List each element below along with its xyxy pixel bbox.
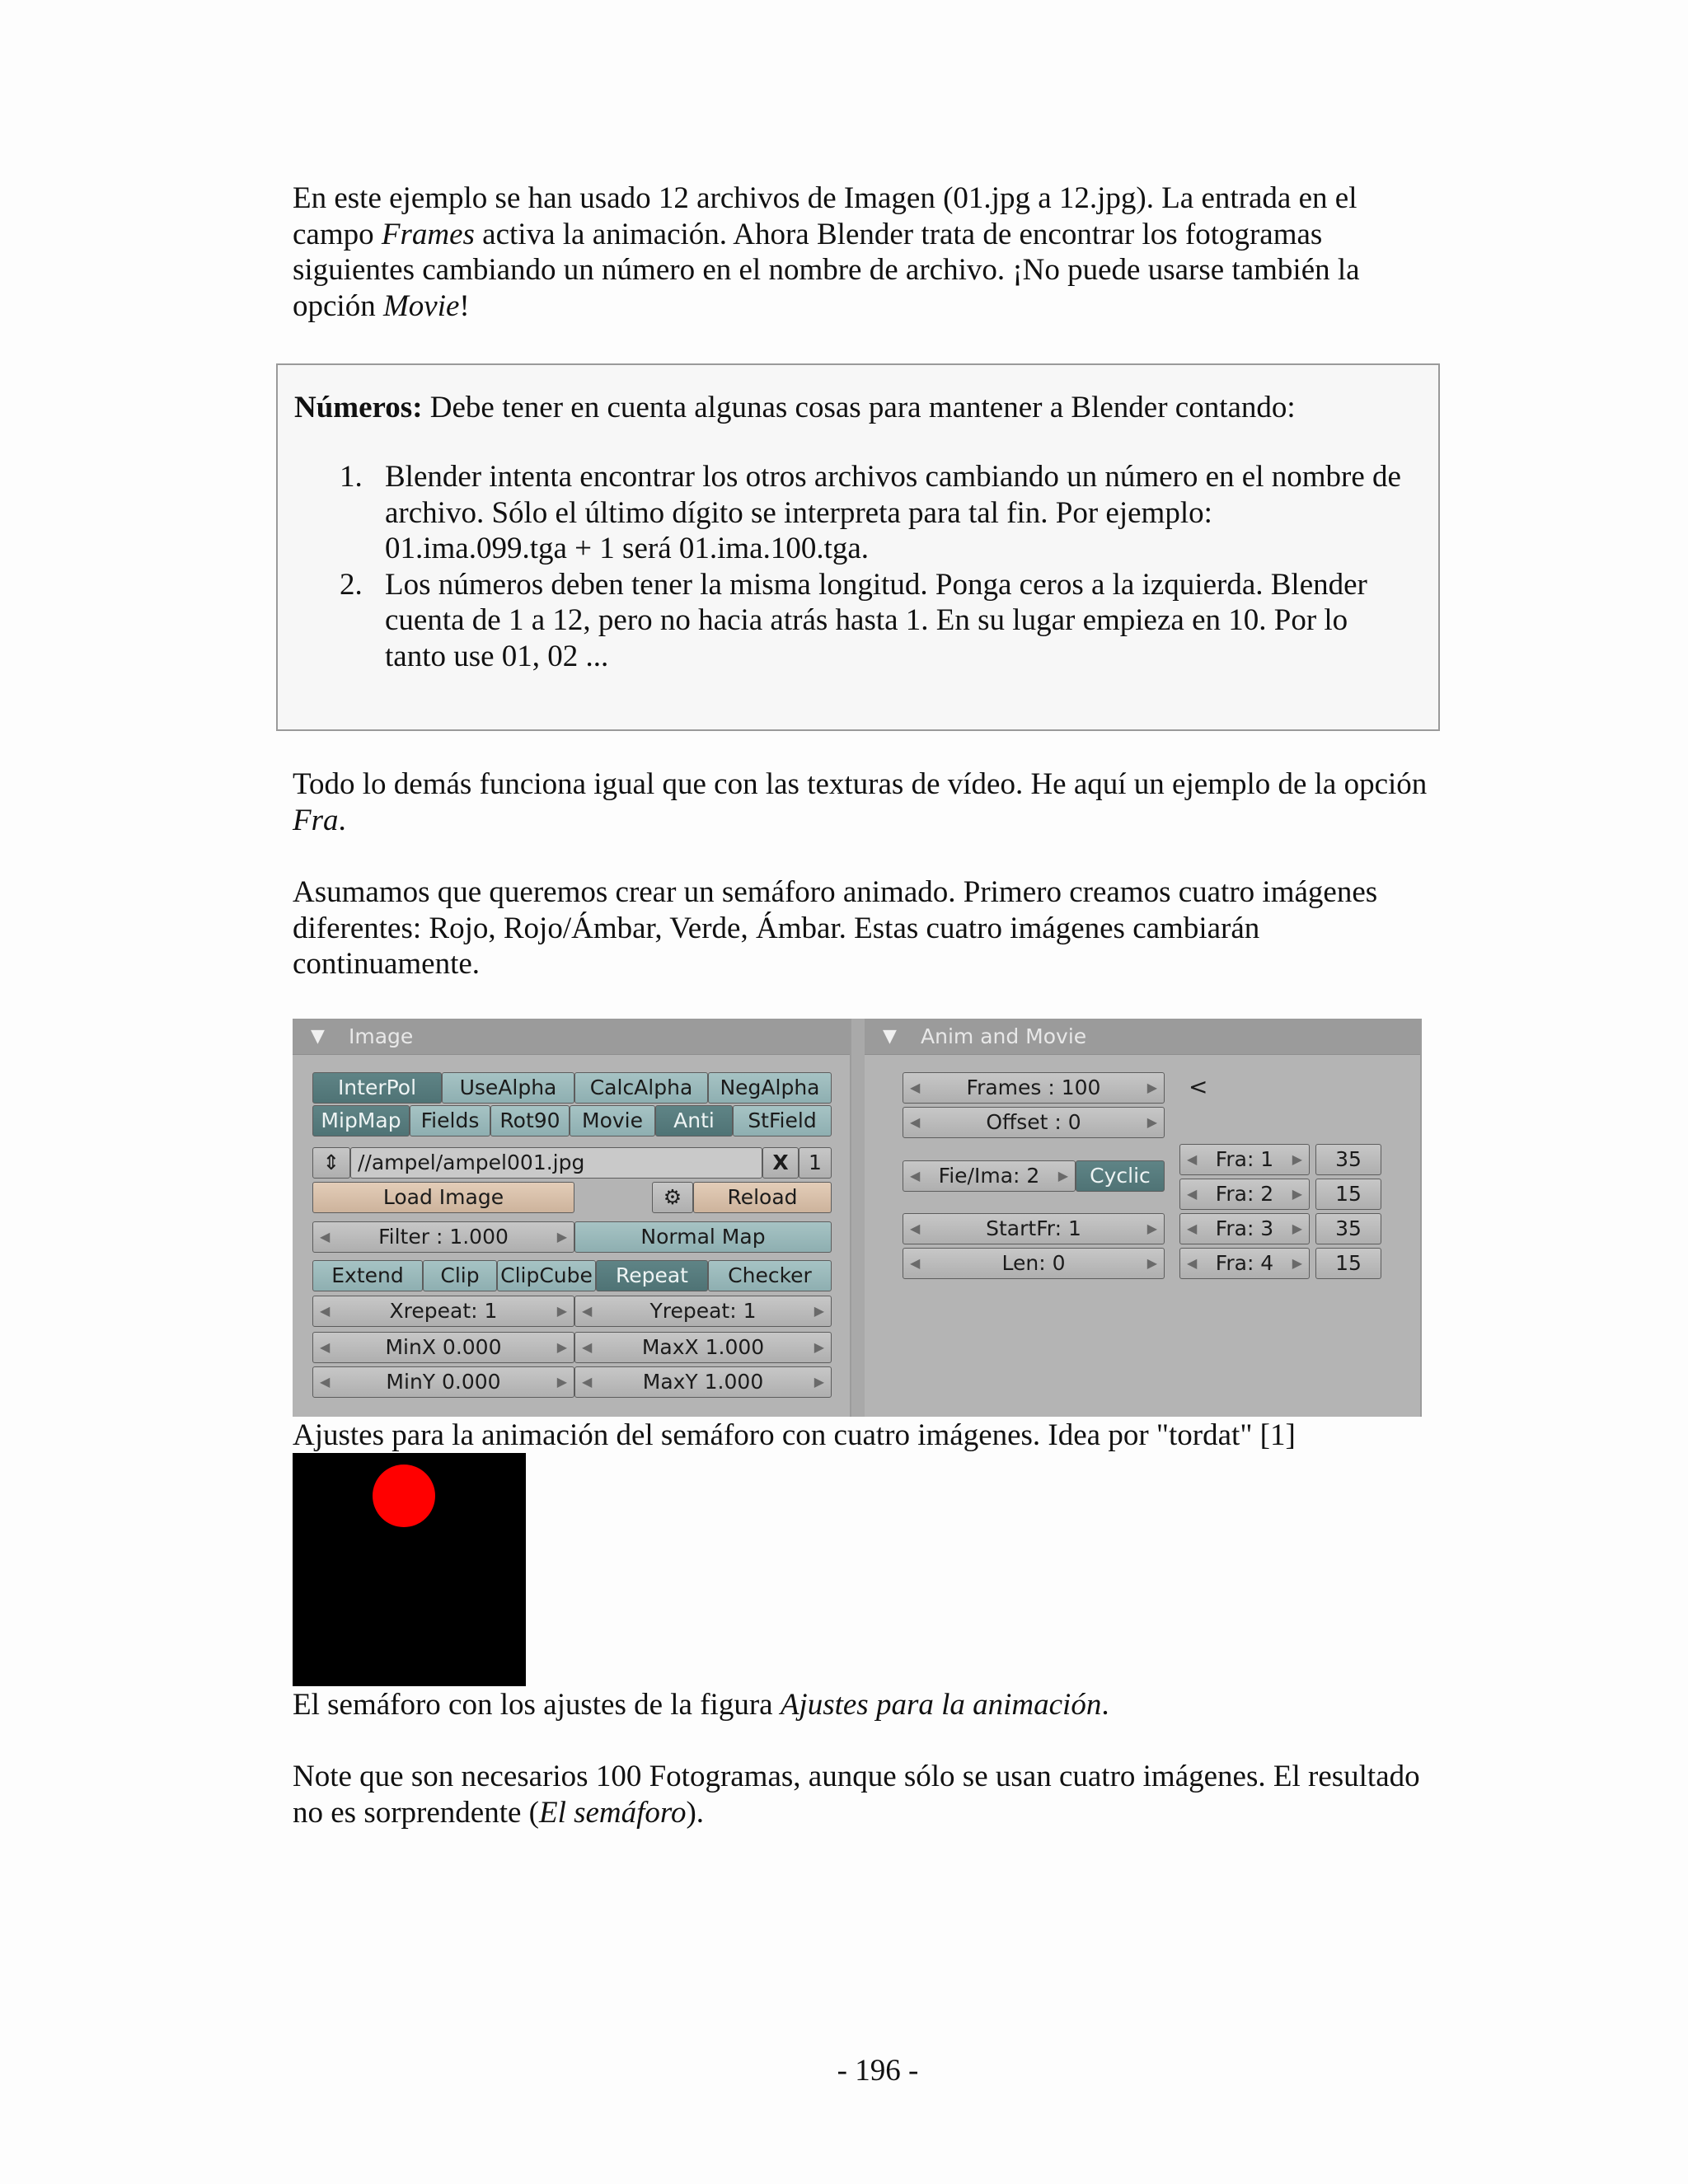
anim-panel-header[interactable]: ▼ Anim and Movie bbox=[865, 1019, 1420, 1055]
clipcube-option[interactable]: ClipCube bbox=[497, 1260, 596, 1291]
negalpha-toggle[interactable]: NegAlpha bbox=[708, 1072, 832, 1104]
filter-field[interactable]: ◀ Filter : 1.000 ▶ bbox=[312, 1221, 574, 1253]
note-list bbox=[278, 459, 1423, 674]
frames-field[interactable]: ◀ Frames : 100 ▶ bbox=[903, 1072, 1165, 1104]
checker-option[interactable]: Checker bbox=[708, 1260, 832, 1291]
extend-option[interactable]: Extend bbox=[312, 1260, 423, 1291]
intro-line-1: En este ejemplo se han usado 12 archivos de Imagen (01.jpg a 12.jpg). La entrada en el bbox=[293, 181, 1357, 215]
paragraph-traffic-light: Asumamos que queremos crear un semáforo animado. Primero creamos cuatro imágenes diferentes: Rojo, Rojo/Ámbar, Verde, Ámbar. Estas cuatro imágenes cambiarán continuamente. bbox=[293, 875, 1378, 981]
fra-1-field[interactable]: ◀ Fra: 1 ▶ bbox=[1179, 1144, 1310, 1175]
fra-2-length[interactable]: 15 bbox=[1315, 1179, 1381, 1210]
fra-1-length[interactable]: 35 bbox=[1315, 1144, 1381, 1175]
offset-field[interactable]: ◀ Offset : 0 ▶ bbox=[903, 1107, 1165, 1138]
close-image-icon[interactable]: X bbox=[762, 1147, 799, 1179]
image-path-field[interactable]: //ampel/ampel001.jpg bbox=[350, 1147, 762, 1179]
collapse-triangle-icon[interactable]: ▼ bbox=[883, 1026, 897, 1047]
startfr-field[interactable]: ◀ StartFr: 1 ▶ bbox=[903, 1213, 1165, 1244]
fra-2-field[interactable]: ◀ Fra: 2 ▶ bbox=[1179, 1179, 1310, 1210]
note-heading: Números: Debe tener en cuenta algunas cosas para mantener a Blender contando: bbox=[294, 391, 1296, 424]
load-image-button[interactable]: Load Image bbox=[312, 1182, 574, 1213]
note-item-2: 2. Los números deben tener la misma longitud. Ponga ceros a la izquierda. Blender cuenta de 1 a 12, pero no hacia atrás hasta 1. En su lugar empieza en 10. Por lo tanto use 01, 02 ... bbox=[340, 567, 1367, 673]
anti-toggle[interactable]: Anti bbox=[655, 1105, 733, 1137]
figure-caption-traffic-light: El semáforo con los ajustes de la figura Ajustes para la animación. bbox=[293, 1688, 1109, 1722]
intro-line-3: siguientes cambiando un número en el nombre de archivo. ¡No puede usarse también la bbox=[293, 253, 1360, 287]
clip-option[interactable]: Clip bbox=[423, 1260, 497, 1291]
note-item-1: 1. Blender intenta encontrar los otros archivos cambiando un número en el nombre de archivo. Sólo el último dígito se interpreta para tal fin. Por ejemplo: 01.ima.099.tga + 1 será 01.ima.100.tga. bbox=[340, 460, 1401, 565]
stfield-toggle[interactable]: StField bbox=[733, 1105, 832, 1137]
movie-toggle[interactable]: Movie bbox=[570, 1105, 655, 1137]
image-panel-header[interactable]: ▼ Image bbox=[293, 1019, 850, 1055]
yrepeat-field[interactable]: ◀ Yrepeat: 1 ▶ bbox=[574, 1296, 832, 1327]
maxy-field[interactable]: ◀ MaxY 1.000 ▶ bbox=[574, 1366, 832, 1398]
reload-button[interactable]: Reload bbox=[693, 1182, 832, 1213]
refresh-gear-icon[interactable]: ⚙ bbox=[652, 1182, 693, 1213]
fra-4-length[interactable]: 15 bbox=[1315, 1248, 1381, 1279]
rot90-toggle[interactable]: Rot90 bbox=[490, 1105, 570, 1137]
paragraph-note-frames: Note que son necesarios 100 Fotogramas, aunque sólo se usan cuatro imágenes. El resultado no es sorprendente (El semáforo). bbox=[293, 1760, 1420, 1830]
fra-3-length[interactable]: 35 bbox=[1315, 1213, 1381, 1244]
maxx-field[interactable]: ◀ MaxX 1.000 ▶ bbox=[574, 1332, 832, 1363]
normal-map-toggle[interactable]: Normal Map bbox=[574, 1221, 832, 1253]
fie-ima-field[interactable]: ◀ Fie/Ima: 2 ▶ bbox=[903, 1160, 1076, 1192]
figure-caption-settings: Ajustes para la animación del semáforo con cuatro imágenes. Idea por "tordat" [1] bbox=[293, 1418, 1296, 1452]
image-users-count[interactable]: 1 bbox=[799, 1147, 832, 1179]
traffic-light-image bbox=[293, 1453, 526, 1686]
mipmap-toggle[interactable]: MipMap bbox=[312, 1105, 410, 1137]
miny-field[interactable]: ◀ MinY 0.000 ▶ bbox=[312, 1366, 574, 1398]
intro-line-4: opción Movie! bbox=[293, 288, 470, 323]
page-number: - 196 - bbox=[837, 2054, 919, 2088]
cyclic-toggle[interactable]: Cyclic bbox=[1076, 1160, 1165, 1192]
image-panel bbox=[293, 1019, 851, 1417]
browse-image-icon[interactable]: ⇕ bbox=[312, 1147, 350, 1179]
lt-mark: < bbox=[1189, 1073, 1208, 1100]
usealpha-toggle[interactable]: UseAlpha bbox=[442, 1072, 574, 1104]
intro-line-2: campo Frames activa la animación. Ahora Blender trata de encontrar los fotogramas bbox=[293, 217, 1323, 251]
collapse-triangle-icon[interactable]: ▼ bbox=[311, 1026, 325, 1047]
blender-settings-figure bbox=[293, 1019, 1422, 1417]
interpol-toggle[interactable]: InterPol bbox=[312, 1072, 442, 1104]
fra-3-field[interactable]: ◀ Fra: 3 ▶ bbox=[1179, 1213, 1310, 1244]
minx-field[interactable]: ◀ MinX 0.000 ▶ bbox=[312, 1332, 574, 1363]
fra-4-field[interactable]: ◀ Fra: 4 ▶ bbox=[1179, 1248, 1310, 1279]
anim-movie-panel bbox=[865, 1019, 1422, 1417]
repeat-option[interactable]: Repeat bbox=[596, 1260, 708, 1291]
xrepeat-field[interactable]: ◀ Xrepeat: 1 ▶ bbox=[312, 1296, 574, 1327]
paragraph-video-textures: Todo lo demás funciona igual que con las texturas de vídeo. He aquí un ejemplo de la opción Fra. bbox=[293, 767, 1428, 837]
red-light-icon bbox=[373, 1465, 435, 1527]
fields-toggle[interactable]: Fields bbox=[410, 1105, 490, 1137]
calcalpha-toggle[interactable]: CalcAlpha bbox=[574, 1072, 708, 1104]
note-box bbox=[276, 363, 1440, 731]
len-field[interactable]: ◀ Len: 0 ▶ bbox=[903, 1248, 1165, 1279]
intro-paragraph bbox=[293, 180, 1470, 324]
